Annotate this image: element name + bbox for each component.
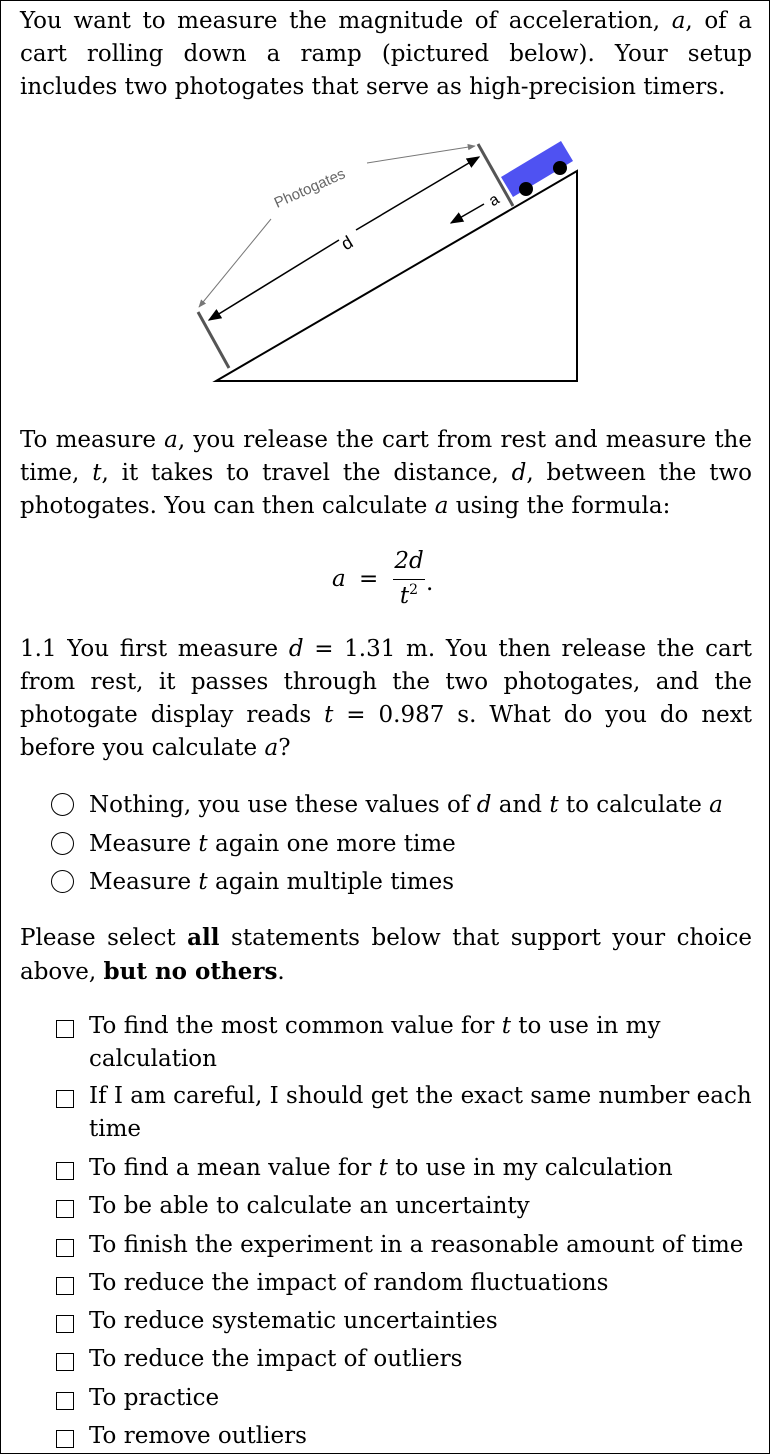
ramp-triangle — [216, 171, 577, 381]
intro-paragraph — [20, 5, 752, 104]
question-text: = 1.31 m. You then release the cart from rest, it passes through the two photogates, and the photogate display reads — [20, 636, 752, 728]
statement-label: If I am careful, I should get the exact same number each time — [89, 1083, 752, 1142]
acceleration-formula — [1, 548, 769, 612]
checkbox[interactable] — [56, 1090, 74, 1108]
checkbox[interactable] — [56, 1020, 74, 1038]
photogates-pointer-bottom — [199, 219, 271, 307]
var-t: t — [378, 1155, 388, 1181]
option-label — [89, 827, 456, 861]
var-a: a — [434, 493, 449, 519]
var-t: t — [198, 831, 208, 857]
fraction-bar — [393, 579, 425, 580]
radio-button[interactable] — [51, 793, 74, 816]
select-instructions — [20, 921, 752, 989]
checkbox[interactable] — [56, 1162, 74, 1180]
cart-wheel-front — [553, 161, 567, 175]
option-text: and — [491, 792, 550, 818]
procedure-paragraph — [20, 424, 752, 523]
var-d: d — [511, 460, 527, 486]
d-arrow-right — [356, 157, 479, 230]
instruction-bold: all — [187, 924, 220, 951]
statement-label: To reduce systematic uncertainties — [89, 1308, 498, 1334]
radio-button[interactable] — [51, 870, 74, 893]
statement-label: To be able to calculate an uncertainty — [89, 1193, 530, 1219]
option-label — [89, 788, 723, 822]
statement-label: To finish the experiment in a reasonable amount of time — [89, 1232, 744, 1258]
var-t: t — [549, 792, 559, 818]
statement-text: to use in my calculation — [387, 1155, 673, 1181]
a-label: a — [486, 190, 503, 211]
option-text: again multiple times — [207, 869, 455, 895]
instruction-text: statements below that support your choice above, — [20, 925, 752, 985]
var-a: a — [164, 427, 178, 453]
formula-lhs: a — [332, 566, 346, 592]
intro-text: , of a cart rolling down a ramp (pictured below). Your setup includes two photogates that serve as high-precision timers. — [20, 8, 752, 100]
question-text: = 0.987 s. What do you do next before you calculate — [20, 702, 752, 761]
instruction-text: Please select — [20, 925, 188, 951]
var-a: a — [264, 735, 279, 761]
statement-label: To reduce the impact of random fluctuations — [89, 1270, 609, 1296]
checkbox[interactable] — [56, 1239, 74, 1257]
var-t: t — [198, 869, 208, 895]
radio-button[interactable] — [51, 832, 74, 855]
procedure-text: , you release the cart from rest and measure the time, — [20, 427, 752, 486]
d-label: d — [337, 231, 357, 255]
statement-label — [89, 1010, 754, 1076]
formula-equals: = — [359, 566, 379, 592]
checkbox[interactable] — [56, 1392, 74, 1410]
formula-exponent: 2 — [409, 582, 419, 598]
question-1-1 — [20, 633, 752, 765]
photogate-bottom — [198, 312, 229, 368]
cart-wheel-rear — [519, 182, 533, 196]
var-t: t — [501, 1013, 511, 1039]
option-text: to calculate — [558, 792, 710, 818]
procedure-text: To measure — [20, 427, 165, 453]
statement-text: to use in my calculation — [89, 1013, 661, 1072]
statement-label — [89, 1152, 754, 1185]
var-t: t — [324, 702, 334, 728]
statement-label: To remove outliers — [89, 1423, 307, 1449]
procedure-text: using the formula: — [448, 493, 671, 519]
checkbox[interactable] — [56, 1315, 74, 1333]
procedure-text: , between the two photogates. You can then calculate — [20, 460, 752, 519]
procedure-text: , it takes to travel the distance, — [101, 460, 512, 486]
option-text: again one more time — [207, 831, 456, 857]
var-d: d — [476, 792, 492, 818]
photogates-label: Photogates — [271, 165, 348, 212]
question-text: ? — [278, 735, 291, 761]
photogates-pointer-top — [367, 146, 475, 163]
var-a: a — [671, 8, 686, 34]
formula-numerator: 2d — [394, 548, 424, 574]
statement-label: To practice — [89, 1385, 220, 1411]
option-text: Measure — [89, 831, 199, 857]
var-d: d — [288, 636, 304, 662]
ramp-diagram — [181, 131, 601, 391]
statement-text: To find a mean value for — [89, 1155, 379, 1181]
formula-denominator-var: t — [399, 583, 410, 609]
checkbox[interactable] — [56, 1277, 74, 1295]
question-text: 1.1 You first measure — [20, 636, 289, 662]
checkbox[interactable] — [56, 1353, 74, 1371]
acceleration-arrow — [451, 204, 484, 223]
statement-label: To reduce the impact of outliers — [89, 1346, 463, 1372]
instruction-text: . — [277, 959, 285, 985]
d-arrow-left — [209, 240, 339, 320]
option-text: Nothing, you use these values of — [89, 792, 477, 818]
formula-period: . — [426, 570, 434, 596]
checkbox[interactable] — [56, 1430, 74, 1448]
intro-text: You want to measure the magnitude of acceleration, — [20, 8, 672, 34]
var-a: a — [709, 792, 723, 818]
formula-denominator — [393, 582, 425, 609]
var-t: t — [92, 460, 102, 486]
statement-text: To find the most common value for — [89, 1013, 502, 1039]
option-label — [89, 865, 454, 899]
instruction-bold: but no others — [103, 958, 278, 985]
checkbox[interactable] — [56, 1200, 74, 1218]
option-text: Measure — [89, 869, 199, 895]
